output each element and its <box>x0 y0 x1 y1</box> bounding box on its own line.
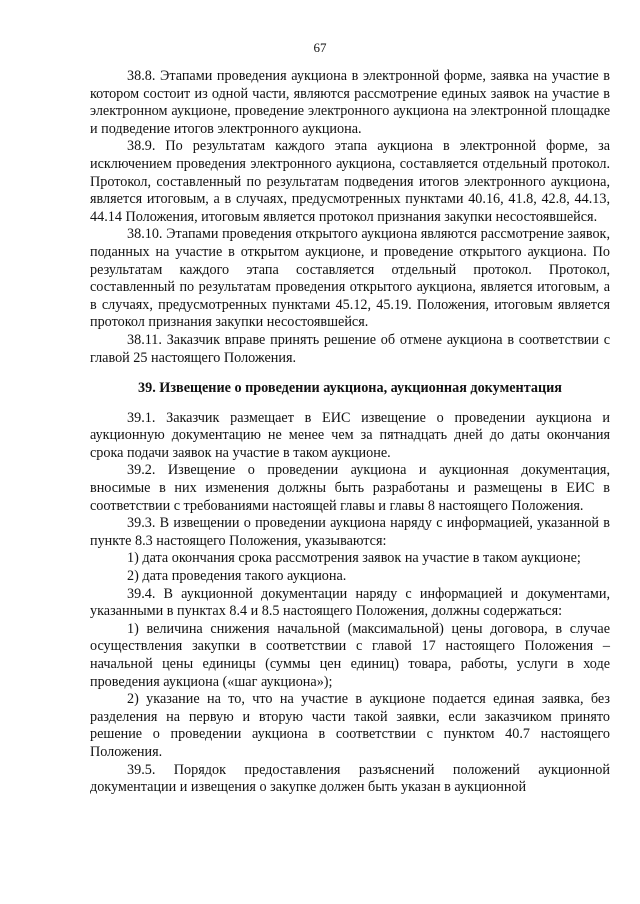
paragraph-39-5: 39.5. Порядок предоставления разъяснений положений аукционной документации и извещения о закупке должен быть указан в аукционной <box>90 761 610 796</box>
document-body <box>90 68 610 797</box>
paragraph-38-9: 38.9. По результатам каждого этапа аукциона в электронной форме, за исключением проведения электронного аукциона, составляется отдельный протокол. Протокол, составленный по результатам подведения итогов электронного аукциона, является итоговым, а в случаях, предусмотренных пунктами 40.16, 41.8, 42.8, 44.13, 44.14 Положения, итоговым является протокол признания закупки несостоявшейся. <box>90 138 610 225</box>
paragraph-39-3: 39.3. В извещении о проведении аукциона наряду с информацией, указанной в пункте 8.3 настоящего Положения, указываются: <box>90 515 610 549</box>
paragraph-39-2: 39.2. Извещение о проведении аукциона и аукционная документация, вносимые в них изменения должны быть разработаны и размещены в ЕИС в соответствии с требованиями настоящей главы и главы 8 настоящего Положения. <box>90 462 610 514</box>
paragraph-38-10: 38.10. Этапами проведения открытого аукциона являются рассмотрение заявок, поданных на участие в открытом аукционе, и проведение открытого аукциона. По результатам каждого этапа составляется отдельный протокол. Протокол, составленный по результатам проведения открытого аукциона, является итоговым, а в случаях, предусмотренных пунктами 45.12, 45.19. Положения, итоговым является протокол признания закупки несостоявшейся. <box>90 226 610 331</box>
list-item-39-4-1: 1) величина снижения начальной (максимальной) цены договора, в случае осуществления закупки в соответствии с главой 17 настоящего Положения – начальной цены единицы (суммы цен единиц) товара, работы, услуги в ходе проведения аукциона («шаг аукциона»); <box>90 620 610 690</box>
page-number: 67 <box>313 40 327 55</box>
list-item-39-3-1: 1) дата окончания срока рассмотрения заявок на участие в таком аукционе; <box>127 550 581 567</box>
paragraph-38-11: 38.11. Заказчик вправе принять решение об отмене аукциона в соответствии с главой 25 настоящего Положения. <box>90 331 610 366</box>
paragraph-38-8: 38.8. Этапами проведения аукциона в электронной форме, заявка на участие в котором состоит из одной части, являются рассмотрение единых заявок на участие в электронном аукционе, проведение электронного аукциона на электронной площадке и подведение итогов электронного аукциона. <box>90 68 610 137</box>
list-item-39-4-2: 2) указание на то, что на участие в аукционе подается единая заявка, без разделения на первую и вторую части такой заявки, если заказчиком принято решение о проведении аукциона в соответствии с пунктом 40.7 настоящего Положения. <box>90 691 610 760</box>
paragraph-39-1: 39.1. Заказчик размещает в ЕИС извещение о проведении аукциона и аукционную документацию не менее чем за пятнадцать дней до даты окончания срока подачи заявок на участие в таком аукционе. <box>90 409 610 461</box>
paragraph-39-4: 39.4. В аукционной документации наряду с информацией и документами, указанными в пунктах 8.4 и 8.5 настоящего Положения, должны содержаться: <box>90 585 610 620</box>
list-item-39-3-2: 2) дата проведения такого аукциона. <box>127 568 347 585</box>
section-heading: 39. Извещение о проведении аукциона, аукционная документация <box>138 380 562 397</box>
